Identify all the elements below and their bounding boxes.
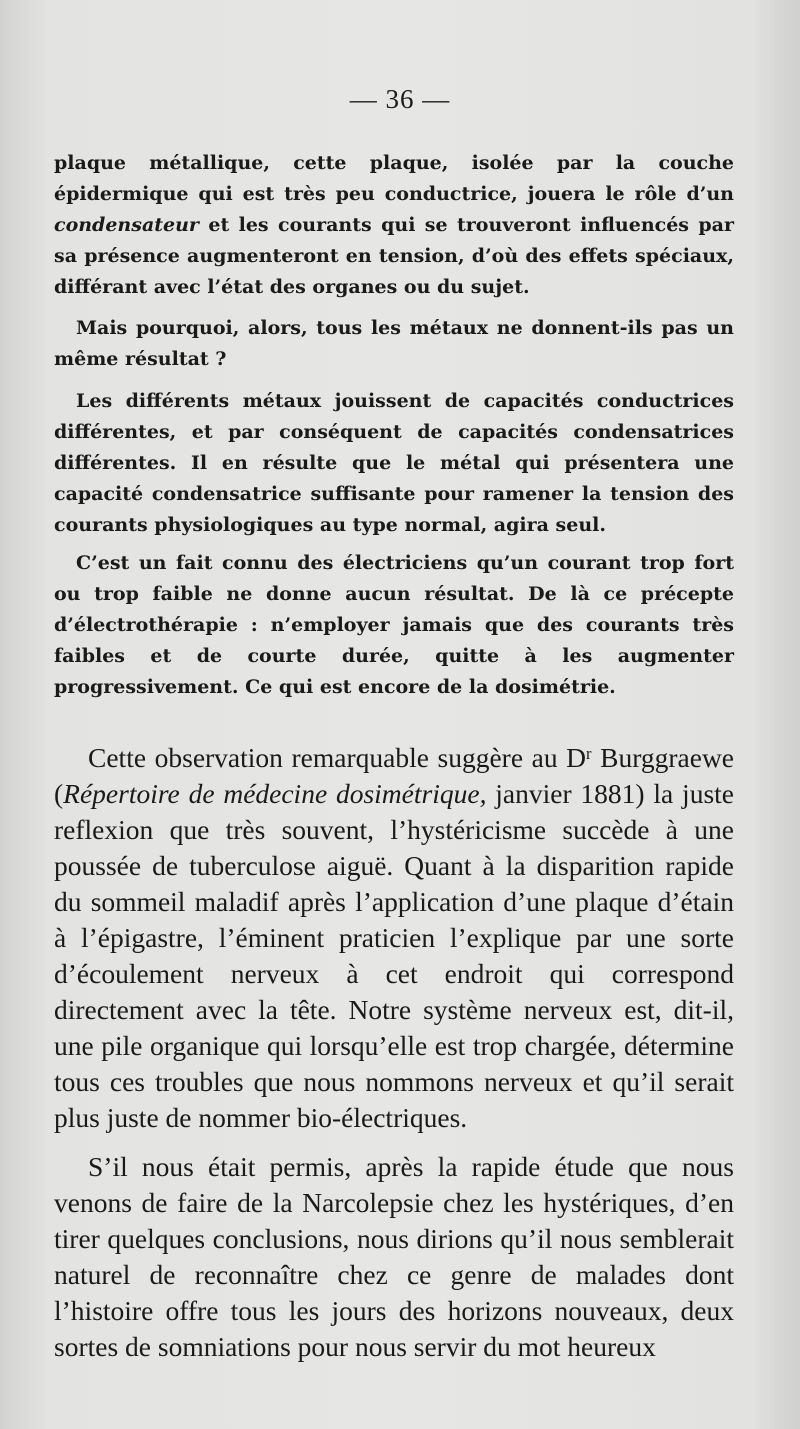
paragraph-1-text-a: plaque métallique, cette plaque, isolée par la couche épidermique qui est très peu conductrice, jouera le rôle d’un (54, 152, 734, 205)
page-number: — 36 — (349, 84, 451, 114)
paragraph-5-text-a: Cette observation remarquable suggère au D (88, 742, 587, 773)
paragraph-5-emphasis: Répertoire de médecine dosimétrique, (63, 778, 487, 809)
paragraph-5-text-b: Burggraewe ( (54, 742, 735, 809)
paragraph-1-emphasis: condensateur (54, 214, 199, 236)
paragraph-2-text: Mais pourquoi, alors, tous les métaux ne donnent-ils pas un même résultat ? (54, 317, 734, 370)
paragraph-6-text: S’il nous était permis, après la rapide étude que nous venons de faire de la Narcolepsie chez les hystériques, d’en tirer quelques conclusions, nous dirions qu’il nous semblerait naturel de reconnaître chez ce genre de malades dont l’histoire offre tous les jours des horizons nouveaux, deux sortes de somniations pour nous servir du mot heureux (54, 1151, 734, 1362)
paragraph-1 (54, 148, 734, 303)
paragraph-1-text-b: et les courants qui se trouveront influencés par sa présence augmenteront en tension, d’où des effets spéciaux, différant avec l’état des organes ou du sujet. (54, 214, 734, 298)
paragraph-2 (54, 313, 734, 375)
paragraph-3-text: Les différents métaux jouissent de capacités conductrices différentes, et par conséquent de capacités condensatrices différentes. Il en résulte que le métal qui présentera une capacité condensatrice suffisante pour ramener la tension des courants physiologiques au type normal, agira seul. (54, 390, 734, 536)
paragraph-5-superscript: r (586, 743, 592, 763)
paragraph-6 (54, 1149, 734, 1365)
paragraph-5-text-c: janvier 1881) la juste reflexion que très souvent, l’hystéricisme succède à une poussée de tuberculose aiguë. Quant à la disparition rapide du sommeil maladif après l’application d’une plaque d’étain à l’épigastre, l’éminent praticien l’explique par une sorte d’écoulement nerveux à cet endroit qui correspond directement avec la tête. Notre système nerveux est, dit-il, une pile organique qui lorsqu’elle est trop chargée, détermine tous ces troubles que nous nommons nerveux et qu’il serait plus juste de nommer bio-électriques. (54, 778, 734, 1133)
paragraph-4-text: C’est un fait connu des électriciens qu’un courant trop fort ou trop faible ne donne aucun résultat. De là ce précepte d’électrothérapie : n’employer jamais que des courants très faibles et de courte durée, quitte à les augmenter progressivement. Ce qui est encore de la dosimétrie. (54, 552, 734, 698)
paragraph-3 (54, 386, 734, 541)
paragraph-5 (54, 740, 734, 1136)
paragraph-4 (54, 548, 734, 703)
